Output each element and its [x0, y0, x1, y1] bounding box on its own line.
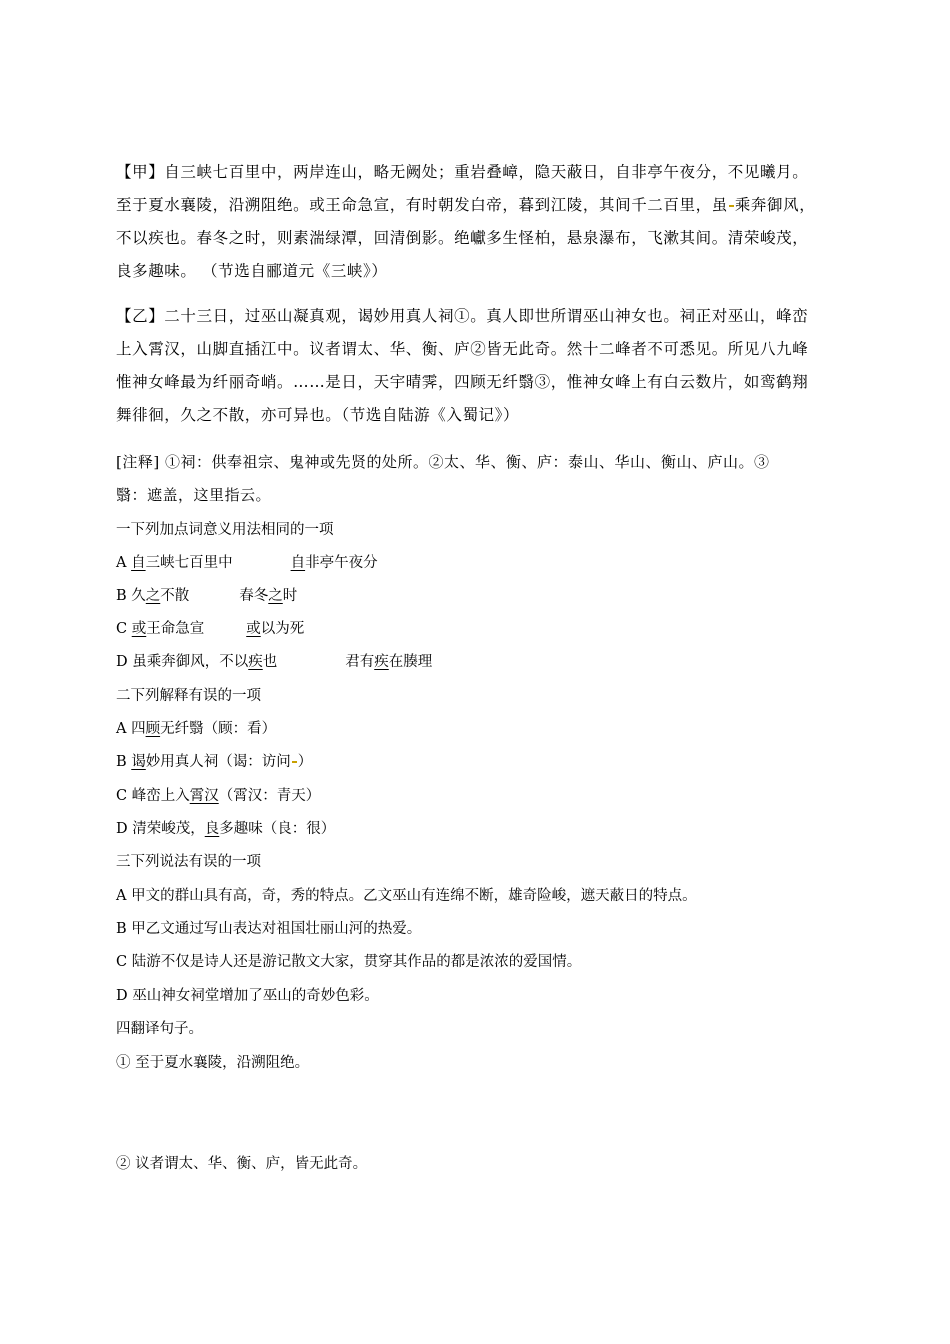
dotted-word: 或 [131, 621, 147, 637]
q2-option-a: A 四顾无纤翳（顾：看） [116, 721, 277, 737]
q3-option-b: B 甲乙文通过写山表达对祖国壮丽山河的热爱。 [116, 921, 422, 937]
question-1-title: 一下列加点词意义用法相同的一项 [116, 522, 334, 538]
passage-yi-line: 舞徘徊，久之不散，亦可异也。（节选自陆游《入蜀记》） [116, 406, 520, 424]
passage-jia-line: 至于夏水襄陵，沿溯阻绝。或王命急宣，有时朝发白帝，暮到江陵，其间千二百里，虽 乘奔御风， [116, 196, 816, 214]
dotted-word: 霄汉 [189, 788, 219, 804]
q3-option-d: D 巫山神女祠堂增加了巫山的奇妙色彩。 [116, 988, 379, 1004]
emphasis-dot-icon [729, 205, 734, 207]
q4-item-1: ① 至于夏水襄陵，沿溯阻绝。 [116, 1055, 310, 1071]
q2-option-d: D 清荣峻茂，良多趣味（良：很） [116, 821, 336, 837]
passage-yi-line: 上入霄汉，山脚直插江中。议者谓太、华、衡、庐②皆无此奇。然十二峰者不可悉见。所见八九峰 [116, 340, 809, 358]
passage-jia-line: 【甲】自三峡七百里中，两岸连山，略无阙处；重岩叠嶂，隐天蔽日，自非亭午夜分，不见曦月。 [116, 163, 809, 181]
q1-option-c: C 或王命急宣 或以为死 [116, 621, 305, 637]
passage-jia-line: 良多趣味。 （节选自郦道元《三峡》） [116, 262, 388, 280]
dotted-word: 之 [145, 588, 161, 604]
dotted-word: 顾 [145, 721, 161, 737]
q3-option-a: A 甲文的群山具有高，奇，秀的特点。乙文巫山有连绵不断，雄奇险峻，遮天蔽日的特点。 [116, 888, 697, 904]
passage-jia-line: 不以疾也。春冬之时，则素湍绿潭，回清倒影。绝巘多生怪柏，悬泉瀑布，飞漱其间。清荣峻茂， [116, 229, 809, 247]
question-3-title: 三下列说法有误的一项 [116, 854, 261, 870]
dotted-word: 之 [268, 588, 283, 604]
note-line: [注释] ①祠：供奉祖宗、鬼神或先贤的处所。②太、华、衡、庐：泰山、华山、衡山、庐山。③ [116, 453, 770, 471]
dotted-word: 或 [246, 621, 261, 637]
dotted-word: 谒 [131, 754, 146, 770]
question-2-title: 二下列解释有误的一项 [116, 688, 261, 704]
q1-option-b: B 久之不散 春冬之时 [116, 588, 298, 604]
q1-option-a: A 自三峡七百里中 自非亭午夜分 [116, 555, 378, 571]
q2-option-c: C 峰峦上入霄汉（霄汉：青天） [116, 788, 321, 804]
annotation-note [116, 446, 846, 512]
q1-option-d: D 虽乘奔御风，不以疾也 君有疾在腠理 [116, 654, 433, 670]
q3-option-c: C 陆游不仅是诗人还是游记散文大家，贯穿其作品的都是浓浓的爱国情。 [116, 954, 582, 970]
question-4-title: 四翻译句子。 [116, 1021, 203, 1037]
passage-yi-line: 【乙】二十三日，过巫山凝真观，谒妙用真人祠①。真人即世所谓巫山神女也。祠正对巫山，峰峦 [116, 307, 809, 325]
note-line: 翳：遮盖，这里指云。 [116, 486, 272, 504]
passage-yi [116, 300, 846, 432]
passage-jia [116, 156, 846, 288]
q4-item-2: ② 议者谓太、华、衡、庐，皆无此奇。 [116, 1156, 368, 1172]
emphasis-dot-icon [292, 761, 297, 763]
dotted-word: 自 [131, 555, 146, 571]
passage-yi-line: 惟神女峰最为纤丽奇峭。……是日，天宇晴霁，四顾无纤翳③，惟神女峰上有白云数片，如鸾鹤翔 [116, 373, 809, 391]
dotted-word: 自 [290, 555, 306, 571]
q2-option-b: B 谒妙用真人祠（谒：访问 ） [116, 754, 313, 770]
dotted-word: 疾 [248, 654, 263, 670]
dotted-word: 疾 [374, 654, 389, 670]
dotted-word: 良 [204, 821, 220, 837]
